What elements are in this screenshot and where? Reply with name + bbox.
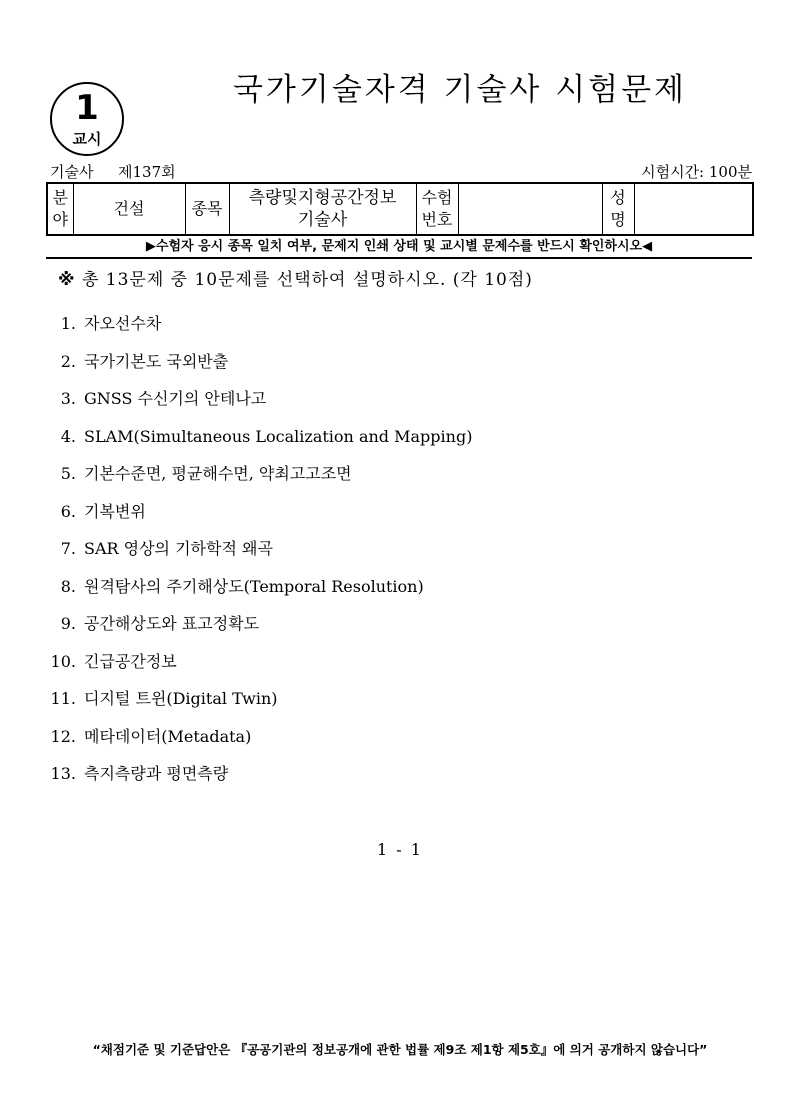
item-value-cell [229,183,416,235]
item-label: 종목 [185,183,229,235]
question-text: SLAM(Simultaneous Localization and Mapping) [84,426,473,446]
divider [46,257,752,259]
field-label-2: 야 [52,210,68,229]
question-item [40,389,472,427]
question-item [40,427,472,465]
question-item [40,464,472,502]
field-label-1: 분 [52,188,68,207]
name-label-2: 명 [610,210,626,229]
qualification-category: 기술사 [50,163,94,181]
question-number: 2. [60,351,76,371]
question-text: 국가기본도 국외반출 [84,351,229,371]
exam-no-label-cell [416,183,458,235]
instruction-text: 총 13문제 중 10문제를 선택하여 설명하시오. (각 10점) [81,270,533,290]
question-number: 8. [60,576,76,596]
question-text: 메타데이터(Metadata) [84,726,252,746]
question-number: 6. [60,501,76,521]
question-item [40,539,472,577]
question-number: 7. [60,539,76,558]
disclosure-notice: “채점기준 및 기준답안은 『공공기관의 정보공개에 관한 법률 제9조 제1항 제5호』에 의거 공개하지 않습니다” [92,1042,708,1057]
check-notice: ▶수험자 응시 종목 일치 여부, 문제지 인쇄 상태 및 교시별 문제수를 반드시 확인하시오◀ [145,239,653,254]
reference-mark: ※ [58,270,76,290]
question-text: SAR 영상의 기하학적 왜곡 [84,539,273,558]
page-title: 국가기술자격 기술사 시험문제 [232,72,687,108]
session-label: 교시 [72,130,102,148]
session-badge [50,82,124,156]
exam-time: 시험시간: 100분 [641,163,752,181]
exam-number-field[interactable] [458,183,602,235]
exam-no-label-2: 번호 [421,210,453,229]
session-number: 1 [75,88,99,128]
name-field[interactable] [634,183,753,235]
item-value-line-1: 측량및지형공간정보 [248,188,397,208]
question-number: 13. [50,764,76,783]
question-item [40,727,472,765]
instruction [58,268,533,292]
question-item [40,314,472,352]
question-number: 5. [60,464,76,483]
page-number: 1 - 1 [377,840,423,859]
exam-info-table [46,182,754,236]
question-number: 11. [50,689,76,708]
exam-no-label-1: 수험 [421,188,453,207]
question-item [40,652,472,690]
field-label-cell [47,183,73,235]
exam-round: 제137회 [118,163,176,181]
question-text: GNSS 수신기의 안테나고 [84,389,267,408]
question-text: 기복변위 [84,501,146,521]
item-value-line-2: 기술사 [297,210,348,230]
question-number: 1. [60,314,76,333]
question-number: 9. [60,614,76,633]
question-text: 공간해상도와 표고정확도 [84,614,260,633]
question-item [40,577,472,615]
question-text: 디지털 트윈(Digital Twin) [84,689,278,708]
question-item [40,352,472,390]
question-text: 원격탐사의 주기해상도(Temporal Resolution) [84,576,424,596]
question-number: 12. [50,726,76,746]
question-number: 4. [60,426,76,446]
question-number: 3. [60,389,76,408]
question-item [40,764,472,802]
name-label-cell [602,183,634,235]
question-text: 측지측량과 평면측량 [84,764,229,783]
question-text: 자오선수차 [84,314,162,333]
question-list [40,314,472,802]
question-number: 10. [50,651,76,671]
question-item [40,614,472,652]
question-item [40,689,472,727]
question-item [40,502,472,540]
question-text: 기본수준면, 평균해수면, 약최고고조면 [84,464,352,483]
question-text: 긴급공간정보 [84,651,177,671]
name-label-1: 성 [610,188,626,207]
field-value: 건설 [73,183,185,235]
